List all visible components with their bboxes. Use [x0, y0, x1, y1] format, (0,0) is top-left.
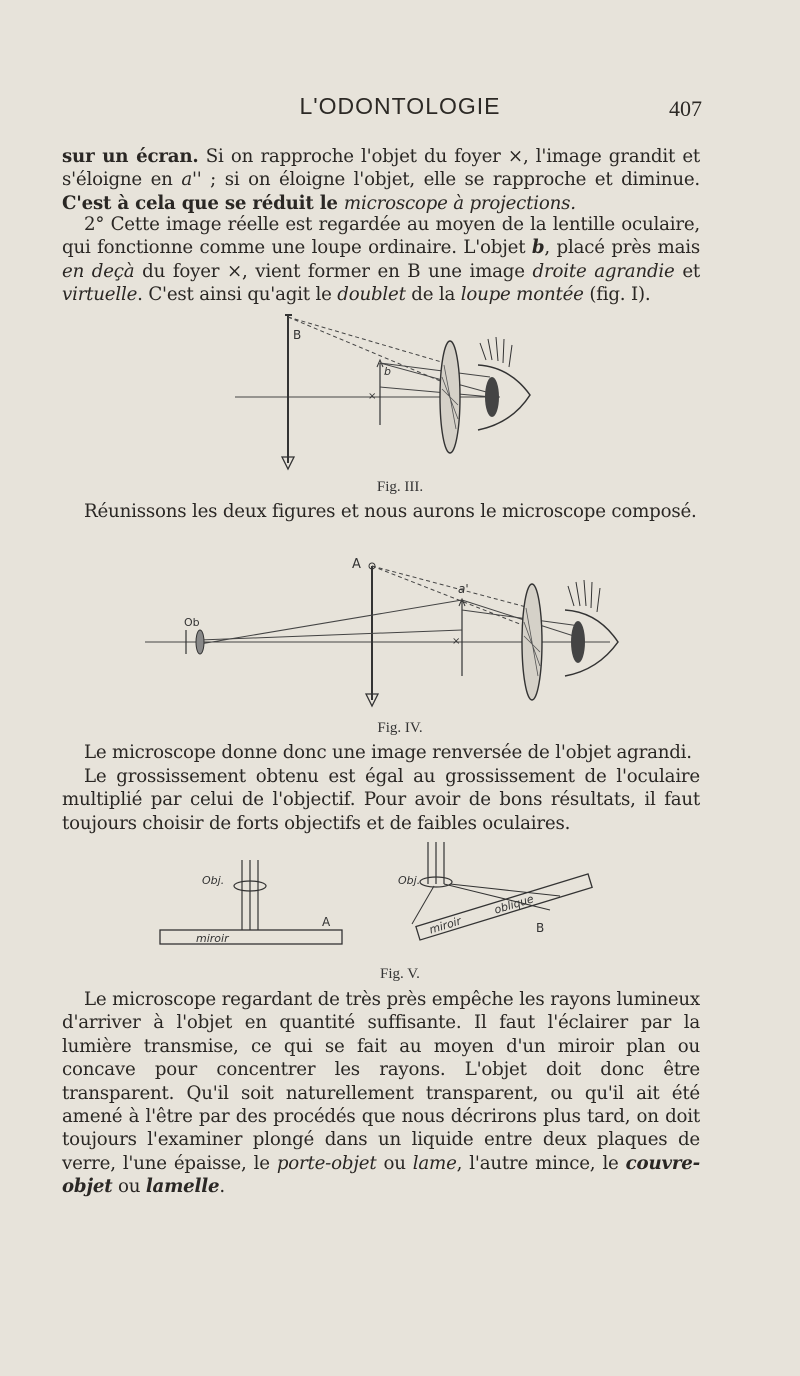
figure-3-label-B: B: [293, 328, 302, 342]
page-number: 407: [669, 96, 702, 121]
figure-4-caption: Fig. IV.: [377, 720, 423, 736]
text-span: droite agrandie: [532, 260, 675, 282]
paragraph-2: [62, 213, 700, 307]
figure-5-diagram: [150, 840, 610, 965]
text-span: couvre-objet: [62, 1152, 700, 1198]
figure-4-diagram: [140, 548, 630, 718]
paragraph-3: Réunissons les deux figures et nous aurons le microscope composé.: [84, 501, 697, 522]
paragraph-4: Le microscope donne donc une image renversée de l'objet agrandi.: [84, 742, 692, 763]
text-span: loupe montée: [460, 284, 584, 306]
figure-5-left-label-obj: Obj.: [202, 874, 225, 887]
figure-5-right-label-B: B: [536, 921, 545, 935]
figure-5-left-label-A: A: [322, 915, 331, 929]
figure-4-label-Ob: Ob: [184, 616, 200, 629]
text-span: , l'autre mince, le: [456, 1152, 626, 1174]
figure-3-diagram: [230, 305, 550, 475]
text-span: . C'est ainsi qu'agit le: [137, 284, 338, 306]
text-span: microscope à projections.: [343, 192, 576, 214]
text-span: doublet: [337, 284, 406, 306]
text-span: lamelle: [145, 1176, 220, 1198]
text-span: a: [181, 169, 192, 191]
figure-3-caption: Fig. III.: [376, 479, 424, 495]
text-span: virtuelle: [62, 284, 138, 306]
paragraph-5: Le grossissement obtenu est égal au grossissement de l'oculaire multiplié par celui de l'objectif. Pour avoir de bons résultats, il faut toujours choisir de forts objectifs et de faibles oculaires.: [62, 766, 700, 834]
paragraph-6: [62, 988, 700, 1199]
text-span: sur un écran.: [62, 146, 199, 167]
text-span: en deçà: [62, 260, 135, 282]
text-span: ou: [376, 1152, 413, 1174]
figure-4-label-A: A: [352, 557, 361, 572]
figure-5-left-label-miroir: miroir: [196, 932, 229, 945]
figure-5-right-label-miroir: miroir: [427, 914, 463, 937]
figure-5-right-label-oblique: oblique: [492, 892, 536, 917]
text-span: du foyer ×, vient former en B une image: [134, 260, 533, 282]
figure-3-label-b: b: [384, 365, 391, 378]
running-title: L'ODONTOLOGIE: [299, 93, 501, 119]
text-span: 2° Cette image réelle est regardée au moyen de la lentille oculaire, qui fonctionne comme une loupe ordinaire. L'objet: [62, 214, 700, 259]
figure-4-label-a: a': [458, 582, 469, 596]
text-span: et: [674, 260, 700, 282]
text-span: lame: [412, 1152, 457, 1174]
text-span: C'est à cela que se réduit le: [62, 192, 344, 214]
text-span: ou: [112, 1176, 146, 1198]
text-span: '' ; si on éloigne l'objet, elle se rapproche et diminue.: [191, 169, 700, 191]
text-span: Le microscope regardant de très près empêche les rayons lumineux d'arriver à l'objet en quantité suffisante. Il faut l'éclairer par la lumière transmise, ce qui se fait au moyen d'un miroir plan ou concave pour concentrer les rayons. L'objet doit donc être transparent. Qu'il soit naturellement transparent, ou qu'il ait été amené à l'être par des procédés que nous décrirons plus tard, on doit toujours l'examiner plongé dans un liquide entre deux plaques de verre, l'une épaisse, le: [62, 989, 700, 1174]
text-span: (fig. I).: [583, 284, 651, 306]
paragraph-1: [62, 145, 700, 215]
figure-5-right-label-obj: Obj.: [398, 874, 421, 887]
figure-5-caption: Fig. V.: [380, 966, 420, 982]
text-span: de la: [405, 284, 461, 306]
text-span: , placé près mais: [544, 237, 700, 259]
svg-text:×: ×: [368, 391, 377, 402]
text-span: Si on rapproche l'objet du foyer ×, l'image grandit et s'éloigne en: [62, 146, 701, 191]
text-span: porte-objet: [276, 1152, 377, 1174]
text-span: b: [531, 237, 545, 259]
svg-text:×: ×: [452, 636, 461, 647]
text-span: .: [219, 1176, 225, 1198]
